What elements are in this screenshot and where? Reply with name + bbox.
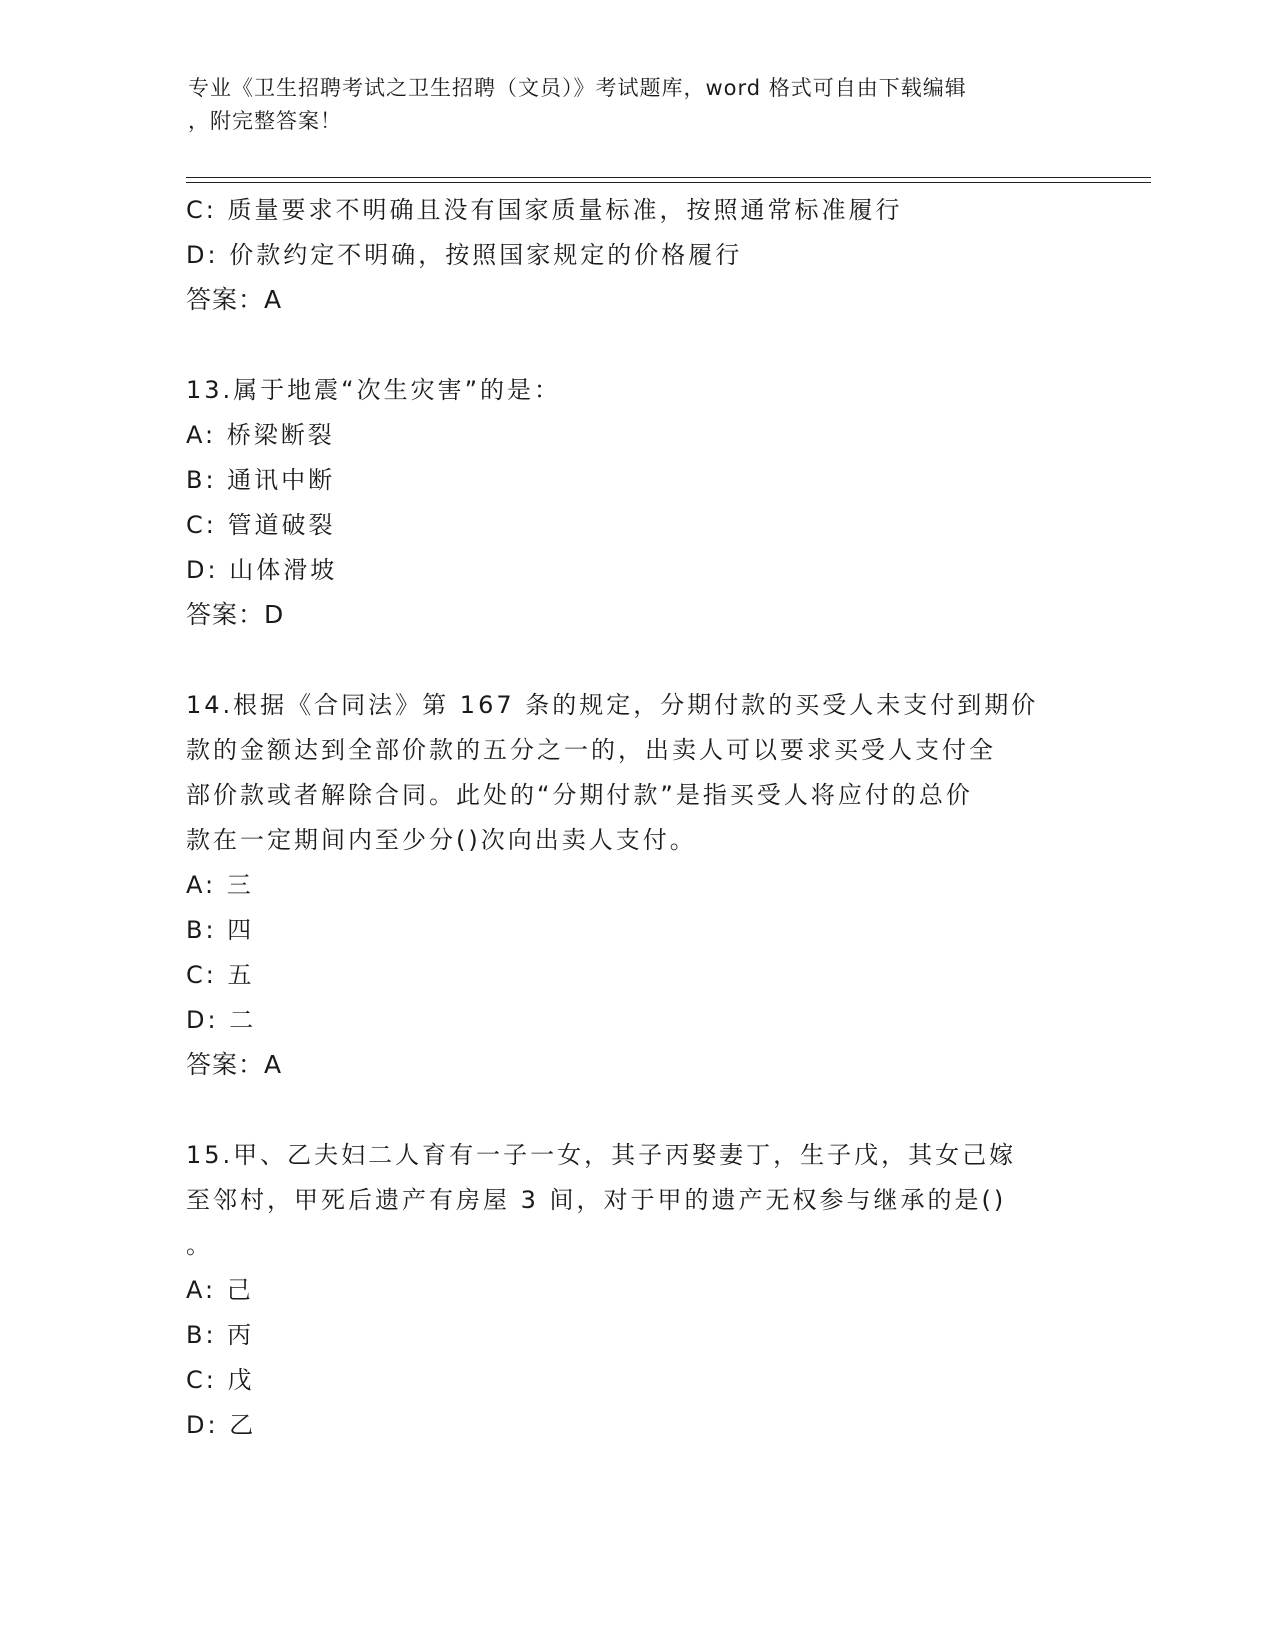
q15-stem-line-3: 。 <box>186 1231 213 1259</box>
q13-stem: 13.属于地震“次生灾害”的是： <box>186 376 562 404</box>
document-header <box>188 72 1078 138</box>
q15-option-b: B: 丙 <box>186 1321 255 1349</box>
header-line-2: ，附完整答案！ <box>188 109 342 133</box>
header-line-1: 专业《卫生招聘考试之卫生招聘（文员）》考试题库，word 格式可自由下载编辑 <box>188 76 967 100</box>
header-divider-top <box>186 177 1151 178</box>
q12-option-c: C: 质量要求不明确且没有国家质量标准，按照通常标准履行 <box>186 196 903 224</box>
q13-option-a: A: 桥梁断裂 <box>186 421 335 449</box>
q15-option-d: D: 乙 <box>186 1411 257 1439</box>
q14-option-c: C: 五 <box>186 961 255 989</box>
q14-option-a: A: 三 <box>186 871 254 899</box>
q14-stem-line-3: 部价款或者解除合同。此处的“分期付款”是指买受人将应付的总价 <box>186 781 973 809</box>
q14-option-d: D: 二 <box>186 1006 257 1034</box>
q13-option-b: B: 通讯中断 <box>186 466 336 494</box>
q13-answer: 答案：D <box>186 600 285 629</box>
q14-stem-line-4: 款在一定期间内至少分()次向出卖人支付。 <box>186 826 697 854</box>
q14-stem-line-1: 14.根据《合同法》第 167 条的规定，分期付款的买受人未支付到期价 <box>186 691 1039 719</box>
q13-option-d: D: 山体滑坡 <box>186 556 338 584</box>
q12-option-d: D: 价款约定不明确，按照国家规定的价格履行 <box>186 241 743 269</box>
q15-option-a: A: 己 <box>186 1276 254 1304</box>
q14-stem-line-2: 款的金额达到全部价款的五分之一的，出卖人可以要求买受人支付全 <box>186 736 996 764</box>
q14-answer: 答案：A <box>186 1050 283 1079</box>
q14-option-b: B: 四 <box>186 916 255 944</box>
q15-stem-line-2: 至邻村，甲死后遗产有房屋 3 间，对于甲的遗产无权参与继承的是() <box>186 1186 1007 1214</box>
q15-option-c: C: 戊 <box>186 1366 255 1394</box>
q15-stem-line-1: 15.甲、乙夫妇二人育有一子一女，其子丙娶妻丁，生子戊，其女己嫁 <box>186 1141 1017 1169</box>
q13-option-c: C: 管道破裂 <box>186 511 336 539</box>
q12-answer: 答案：A <box>186 285 283 314</box>
header-divider-bottom <box>186 182 1151 183</box>
